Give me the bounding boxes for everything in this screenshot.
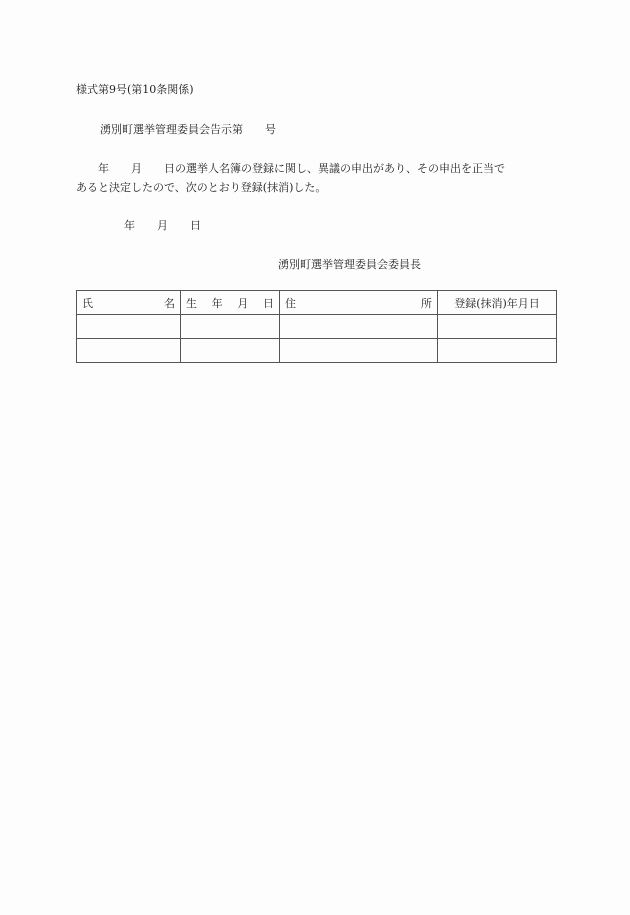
body-line-2: あると決定したので、次のとおり登録(抹消)した。 [76,181,327,194]
cell-registration-date [438,315,557,339]
header-registration-date: 登録(抹消)年月日 [438,291,557,315]
table-row [77,339,557,363]
notice-title: 湧別町選挙管理委員会告示第 号 [100,123,276,136]
cell-address [280,315,438,339]
registration-table [76,290,557,363]
cell-registration-date [438,339,557,363]
header-name: 氏 名 [77,291,181,315]
header-address: 住 所 [280,291,438,315]
date-line: 年 月 日 [124,219,201,232]
header-birthdate: 生 年 月 日 [181,291,280,315]
table-row [77,315,557,339]
cell-address [280,339,438,363]
signer: 湧別町選挙管理委員会委員長 [278,258,421,271]
body-line-1: 年 月 日の選挙人名簿の登録に関し、異議の申出があり、その申出を正当で [76,162,505,175]
cell-birthdate [181,315,280,339]
cell-name [77,315,181,339]
table-header-row [77,291,557,315]
form-label: 様式第9号(第10条関係) [76,83,194,96]
cell-birthdate [181,339,280,363]
cell-name [77,339,181,363]
